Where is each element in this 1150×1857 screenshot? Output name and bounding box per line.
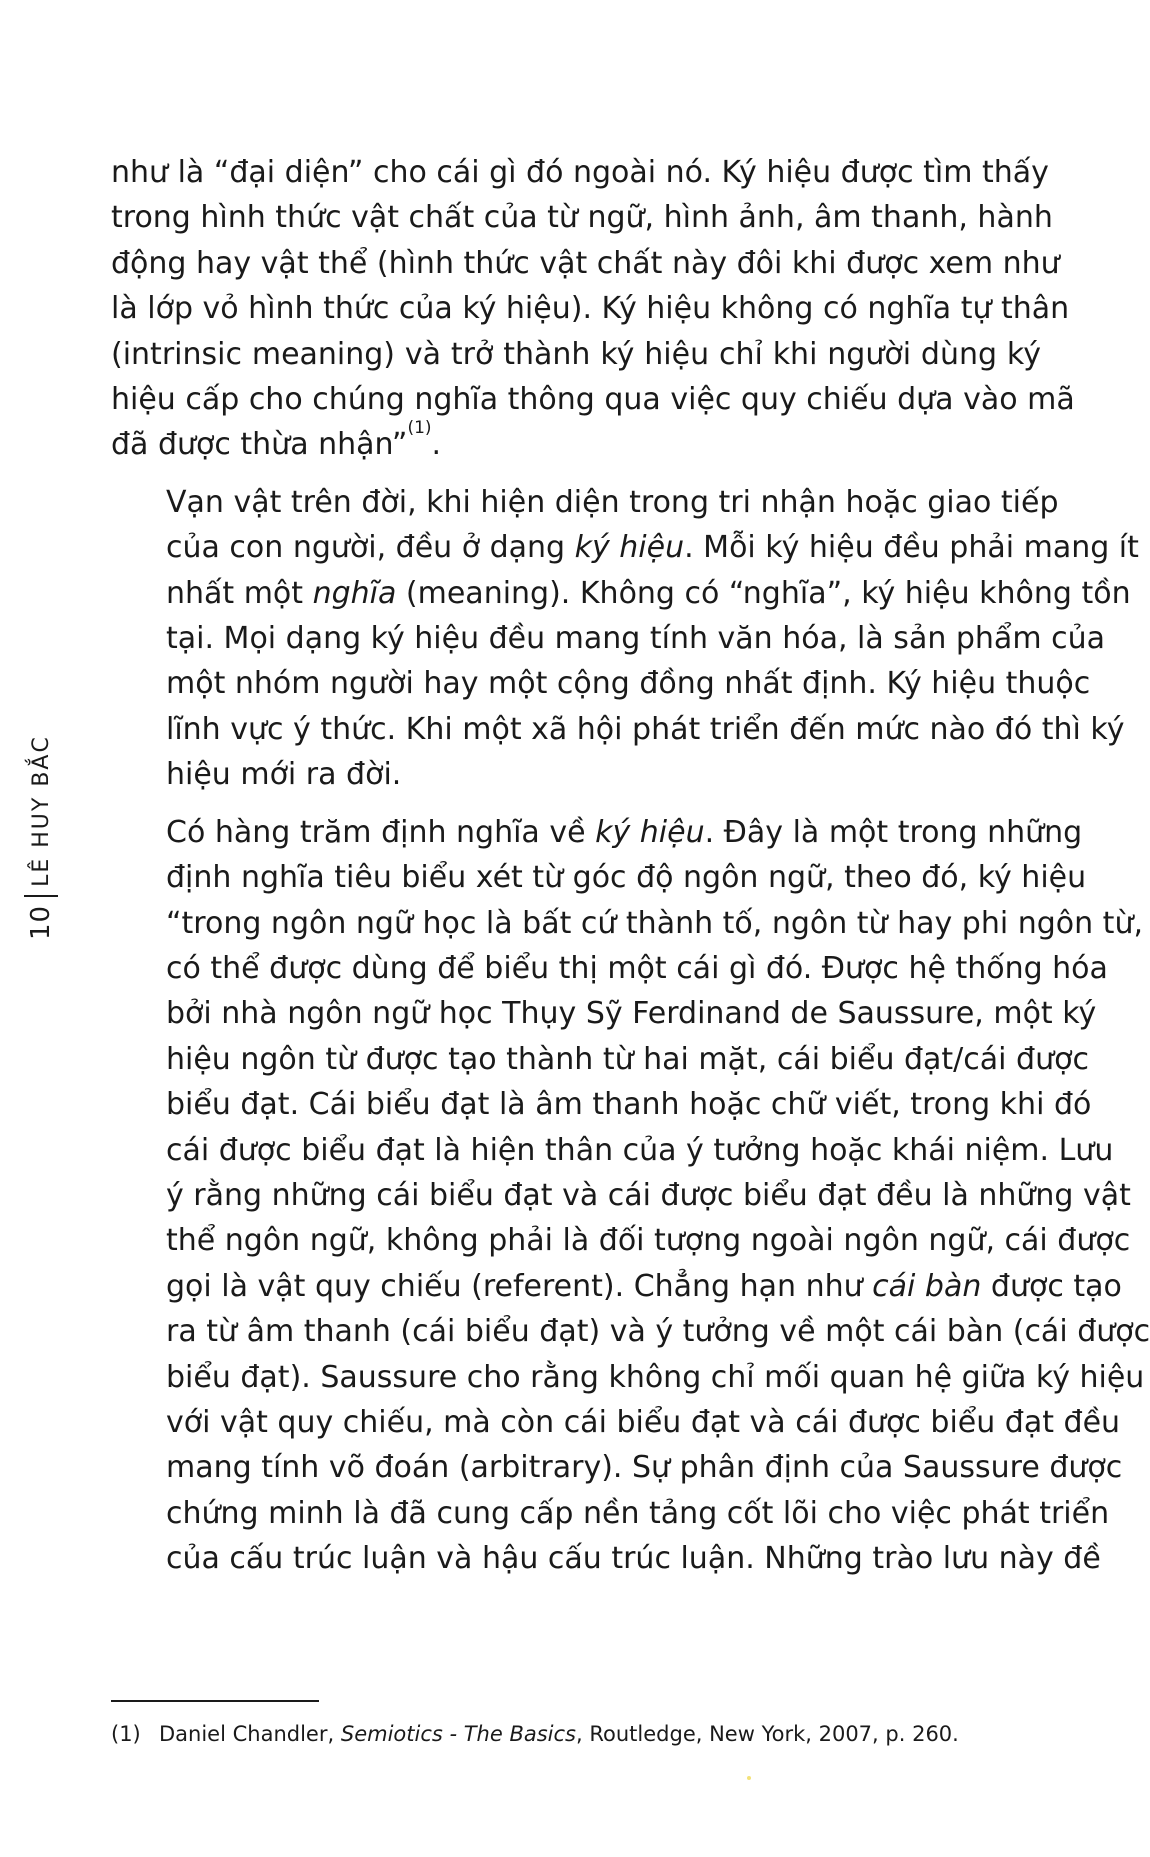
text-run: của cấu trúc luận và hậu cấu trúc luận. Những trào lưu này đề	[166, 1541, 1101, 1577]
text-run: hiệu mới ra đời.	[166, 757, 402, 793]
text-run: có thể được dùng để biểu thị một cái gì đó. Được hệ thống hóa	[166, 950, 1108, 986]
text-run: tại. Mọi dạng ký hiệu đều mang tính văn hóa, là sản phẩm của	[166, 621, 1105, 657]
text-run: (meaning). Không có “nghĩa”, ký hiệu không tồn	[396, 575, 1131, 611]
text-run: biểu đạt). Saussure cho rằng không chỉ mối quan hệ giữa ký hiệu	[166, 1359, 1145, 1395]
text-run: nhất một	[166, 575, 313, 611]
paragraph-2	[111, 480, 1139, 798]
text-line	[111, 1400, 1121, 1445]
italic-term: ký hiệu	[574, 530, 685, 566]
text-line: như là “đại diện” cho cái gì đó ngoài nó. Ký hiệu được tìm thấy	[111, 155, 1049, 190]
text-line	[111, 1218, 1131, 1263]
footnote-separator	[111, 1700, 319, 1702]
text-line	[111, 1355, 1145, 1400]
italic-term: ký hiệu	[595, 814, 705, 850]
text-run: được tạo	[981, 1268, 1122, 1304]
footnote-mark: (1)	[111, 1722, 141, 1746]
text-line	[111, 1309, 1150, 1354]
text-line	[111, 707, 1125, 752]
text-line	[111, 1082, 1092, 1127]
footnote-author: Daniel Chandler,	[159, 1722, 335, 1746]
text-run: Vạn vật trên đời, khi hiện diện trong tri nhận hoặc giao tiếp	[166, 484, 1059, 520]
scan-speck	[747, 1776, 751, 1780]
text-run: hiệu ngôn từ được tạo thành từ hai mặt, cái biểu đạt/cái được	[166, 1041, 1089, 1077]
text-line: (intrinsic meaning) và trở thành ký hiệu chỉ khi người dùng ký	[111, 336, 1041, 372]
text-line	[111, 946, 1108, 991]
text-run: biểu đạt. Cái biểu đạt là âm thanh hoặc chữ viết, trong khi đó	[166, 1087, 1092, 1123]
italic-term: nghĩa	[312, 575, 397, 611]
footnote-publication: , Routledge, New York, 2007, p. 260.	[576, 1722, 959, 1746]
text-line	[111, 1173, 1131, 1218]
text-line	[111, 1264, 1122, 1309]
text-run: ý rằng những cái biểu đạt và cái được biểu đạt đều là những vật	[166, 1177, 1131, 1213]
text-run: Có hàng trăm định nghĩa về	[166, 814, 596, 850]
text-line	[111, 571, 1131, 616]
paragraph-1	[111, 150, 1075, 468]
text-line	[111, 855, 1087, 900]
text-line: động hay vật thể (hình thức vật chất này đôi khi được xem như	[111, 245, 1060, 281]
text-line	[111, 1128, 1114, 1173]
text-line	[111, 752, 1041, 797]
text-run: của con người, đều ở dạng	[166, 530, 575, 566]
text-line	[111, 991, 1097, 1036]
text-line: hiệu cấp cho chúng nghĩa thông qua việc quy chiếu dựa vào mã	[111, 382, 1075, 418]
italic-term: cái bàn	[872, 1268, 982, 1304]
text-run: đã được thừa nhận”	[111, 427, 408, 463]
text-run: “trong ngôn ngữ học là bất cứ thành tố, ngôn từ hay phi ngôn từ,	[166, 905, 1143, 941]
text-run: gọi là vật quy chiếu (referent). Chẳng hạn như	[166, 1268, 873, 1304]
footnote-title: Semiotics - The Basics	[340, 1722, 577, 1746]
text-line	[111, 1491, 1110, 1536]
text-run: lĩnh vực ý thức. Khi một xã hội phát triển đến mức nào đó thì ký	[166, 711, 1125, 747]
text-line	[111, 480, 1059, 525]
text-line	[111, 616, 1105, 661]
text-line	[111, 661, 1091, 706]
text-run: một nhóm người hay một cộng đồng nhất định. Ký hiệu thuộc	[166, 666, 1091, 702]
running-head	[18, 690, 64, 940]
text-line	[111, 418, 1041, 467]
text-run: mang tính võ đoán (arbitrary). Sự phân định của Saussure được	[166, 1450, 1123, 1486]
text-line	[111, 1536, 1101, 1581]
text-run: chứng minh là đã cung cấp nền tảng cốt lõi cho việc phát triển	[166, 1495, 1110, 1531]
running-head-author: LÊ HUY BẮC	[28, 735, 54, 887]
text-line	[111, 525, 1139, 570]
text-line	[111, 1445, 1123, 1490]
paragraph-3	[111, 810, 1150, 1582]
text-run: ra từ âm thanh (cái biểu đạt) và ý tưởng về một cái bàn (cái được	[166, 1314, 1150, 1350]
footnote-1	[111, 1720, 1041, 1748]
body-text	[111, 150, 1150, 1594]
text-run: .	[431, 427, 442, 463]
footnote-reference[interactable]: (1)	[407, 418, 432, 439]
page-number: 10	[26, 904, 56, 940]
text-line: là lớp vỏ hình thức của ký hiệu). Ký hiệu không có nghĩa tự thân	[111, 291, 1070, 327]
text-run: cái được biểu đạt là hiện thân của ý tưởng hoặc khái niệm. Lưu	[166, 1132, 1114, 1168]
text-run: . Đây là một trong những	[704, 814, 1083, 850]
text-run: với vật quy chiếu, mà còn cái biểu đạt và cái được biểu đạt đều	[166, 1404, 1121, 1440]
text-run: . Mỗi ký hiệu đều phải mang ít	[684, 530, 1139, 566]
text-line	[111, 901, 1143, 946]
text-line	[111, 810, 1083, 855]
text-run: thể ngôn ngữ, không phải là đối tượng ngoài ngôn ngữ, cái được	[166, 1223, 1131, 1259]
text-run: định nghĩa tiêu biểu xét từ góc độ ngôn ngữ, theo đó, ký hiệu	[166, 860, 1087, 896]
text-line: trong hình thức vật chất của từ ngữ, hình ảnh, âm thanh, hành	[111, 200, 1053, 236]
text-line	[111, 1037, 1089, 1082]
text-run: bởi nhà ngôn ngữ học Thụy Sỹ Ferdinand de Saussure, một ký	[166, 996, 1097, 1032]
running-head-divider	[24, 895, 58, 897]
